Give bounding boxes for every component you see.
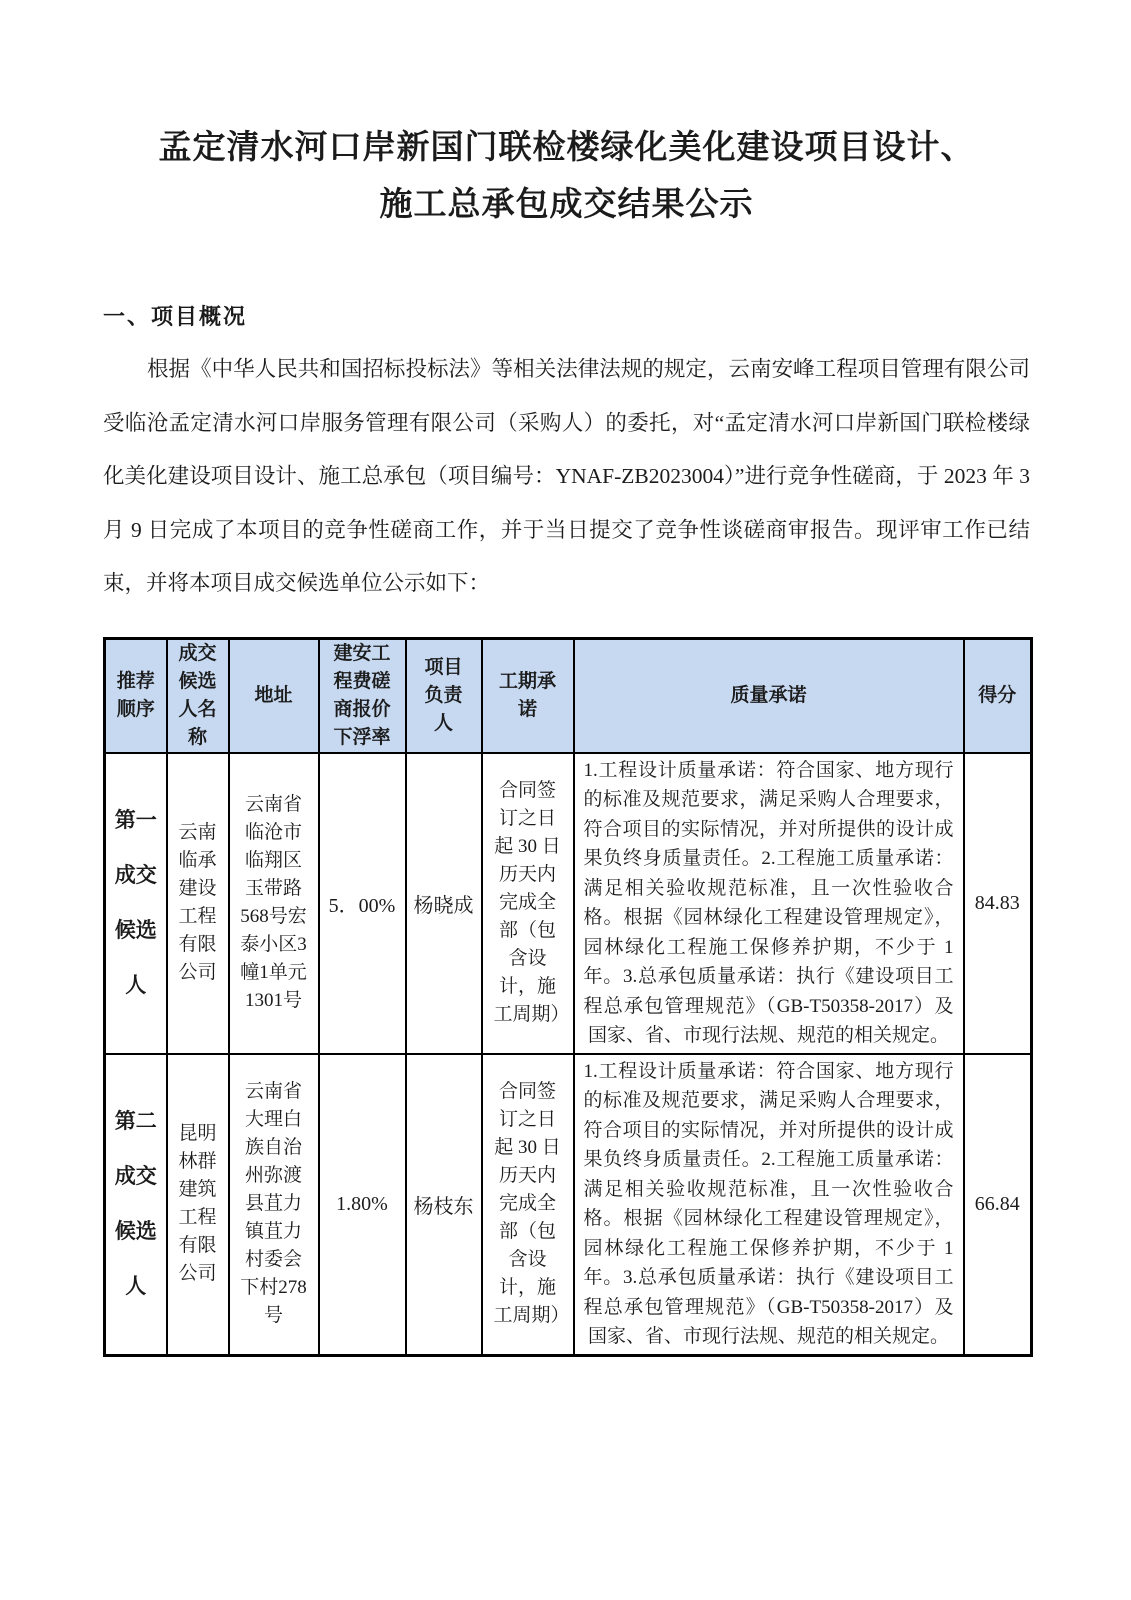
cell-duration-commitment: 合同签订之日起 30 日历天内完成全部（包含设计，施工周期） xyxy=(482,753,574,1054)
cell-duration-commitment: 合同签订之日起 30 日历天内完成全部（包含设计，施工周期） xyxy=(482,1054,574,1356)
cell-rank: 第一成交候选人 xyxy=(105,753,167,1054)
table-row-second-candidate xyxy=(105,1054,1032,1356)
cell-address: 云南省临沧市临翔区玉带路568号宏泰小区3幢1单元1301号 xyxy=(229,753,319,1054)
column-header-duration: 工期承诺 xyxy=(482,638,574,753)
cell-quality-commitment: 1.工程设计质量承诺：符合国家、地方现行的标准及规范要求，满足采购人合理要求，符合项目的实际情况，并对所提供的设计成果负终身质量责任。2.工程施工质量承诺：满足相关验收规范标准，且一次性验收合格。根据《园林绿化工程建设管理规定》，园林绿化工程施工保修养护期，不少于 1 年。3.总承包质量承诺：执行《建设项目工程总承包管理规范》（GB-T50358-2017）及国家、省、市现行法规、规范的相关规定。 xyxy=(574,753,964,1054)
section-heading: 一、项目概况 xyxy=(103,304,248,329)
cell-discount-rate: 5．00% xyxy=(319,753,406,1054)
cell-quality-commitment: 1.工程设计质量承诺：符合国家、地方现行的标准及规范要求，满足采购人合理要求，符合项目的实际情况，并对所提供的设计成果负终身质量责任。2.工程施工质量承诺：满足相关验收规范标准，且一次性验收合格。根据《园林绿化工程建设管理规定》，园林绿化工程施工保修养护期，不少于 1 年。3.总承包质量承诺：执行《建设项目工程总承包管理规范》（GB-T50358-2017）及国家、省、市现行法规、规范的相关规定。 xyxy=(574,1054,964,1356)
intro-paragraph: 根据《中华人民共和国招标投标法》等相关法律法规的规定，云南安峰工程项目管理有限公司受临沧孟定清水河口岸服务管理有限公司（采购人）的委托，对“孟定清水河口岸新国门联检楼绿化美化建设项目设计、施工总承包（项目编号：YNAF-ZB2023004）”进行竞争性磋商，于 2023 年 3 月 9 日完成了本项目的竞争性磋商工作，并于当日提交了竞争性谈磋商审报告。现评审工作已结束，并将本项目成交候选单位公示如下： xyxy=(103,357,1030,595)
column-header-name: 成交候选人名称 xyxy=(167,638,229,753)
table-header-row xyxy=(105,638,1032,753)
cell-discount-rate: 1.80% xyxy=(319,1054,406,1356)
result-table xyxy=(103,637,1033,1357)
column-header-discount: 建安工程费磋商报价下浮率 xyxy=(319,638,406,753)
cell-address: 云南省大理白族自治州弥渡县苴力镇苴力村委会下村278号 xyxy=(229,1054,319,1356)
cell-candidate-name: 昆明林群建筑工程有限公司 xyxy=(167,1054,229,1356)
cell-candidate-name: 云南临承建设工程有限公司 xyxy=(167,753,229,1054)
column-header-quality: 质量承诺 xyxy=(574,638,964,753)
column-header-address: 地址 xyxy=(229,638,319,753)
cell-rank: 第二成交候选人 xyxy=(105,1054,167,1356)
document-content xyxy=(103,0,1030,1357)
cell-project-manager: 杨晓成 xyxy=(406,753,482,1054)
column-header-manager: 项目负责人 xyxy=(406,638,482,753)
cell-score: 66.84 xyxy=(964,1054,1032,1356)
title-line-2: 施工总承包成交结果公示 xyxy=(379,187,754,223)
column-header-rank: 推荐顺序 xyxy=(105,638,167,753)
document-title xyxy=(103,120,1030,234)
cell-score: 84.83 xyxy=(964,753,1032,1054)
column-header-score: 得分 xyxy=(964,638,1032,753)
cell-project-manager: 杨枝东 xyxy=(406,1054,482,1356)
title-line-1: 孟定清水河口岸新国门联检楼绿化美化建设项目设计、 xyxy=(158,130,975,166)
table-row-first-candidate xyxy=(105,753,1032,1054)
